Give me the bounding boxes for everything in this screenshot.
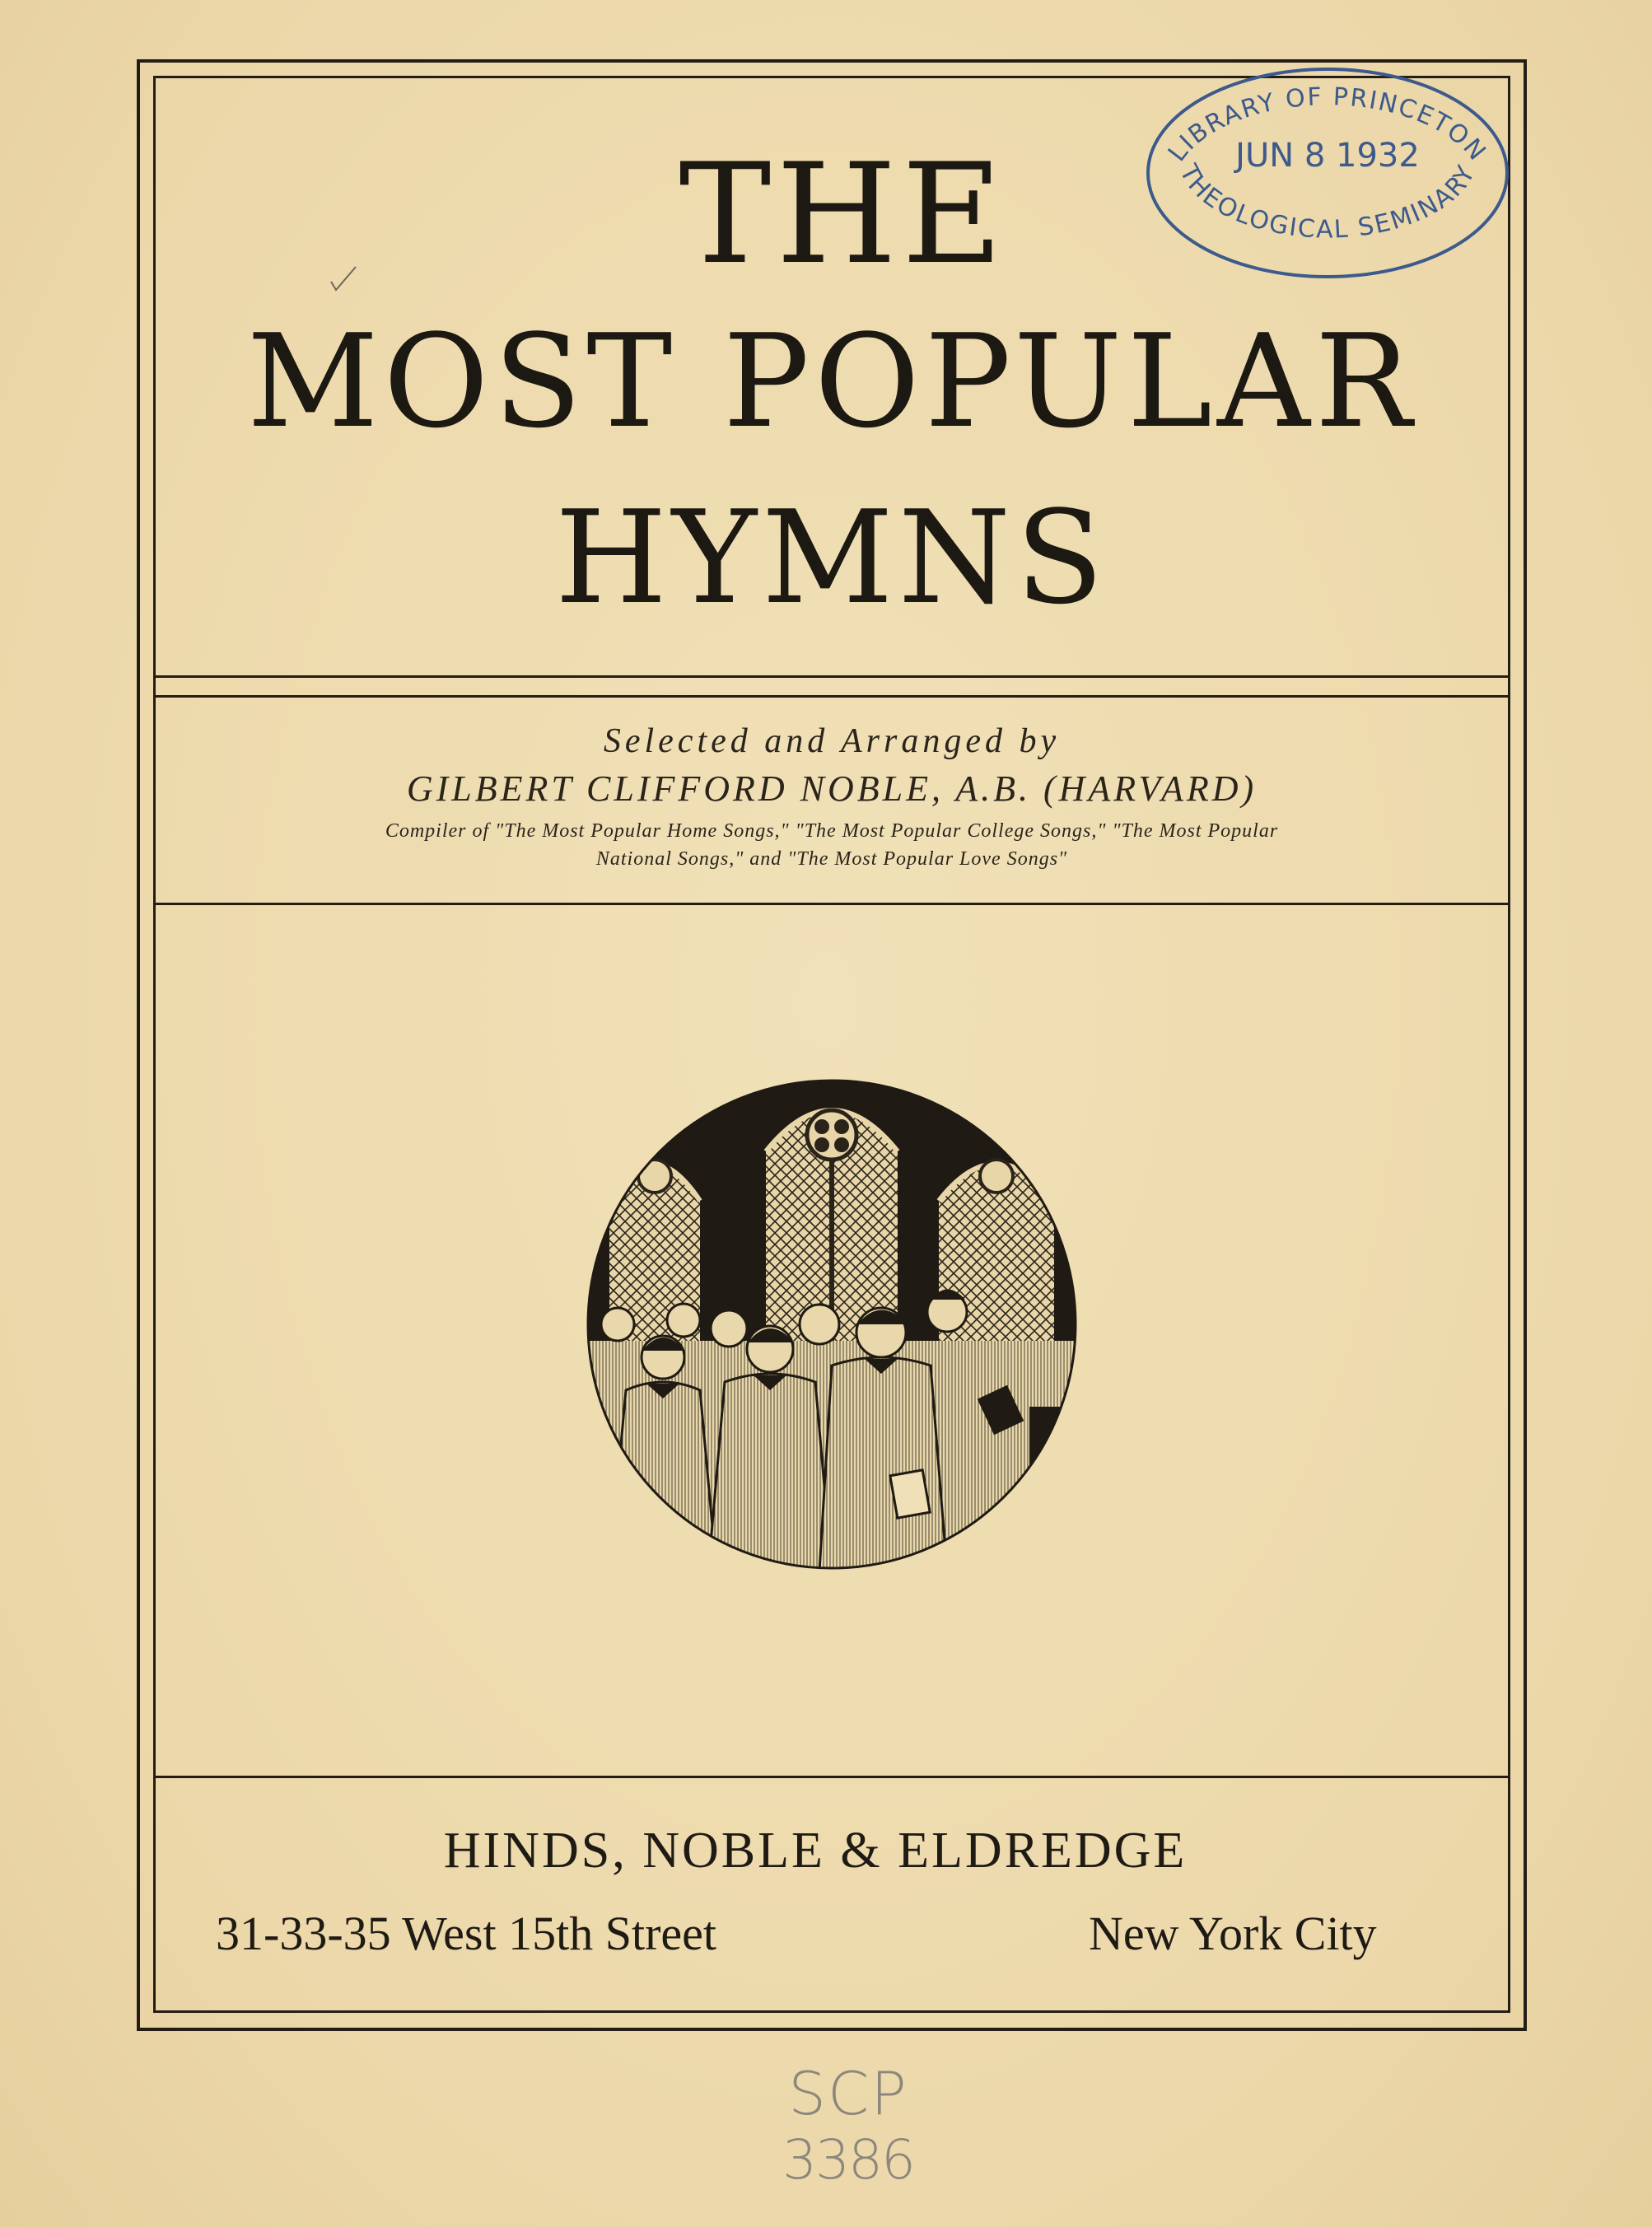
choir-illustration <box>585 1077 1079 1571</box>
publisher-name: HINDS, NOBLE & ELDREDGE <box>443 1823 1188 1879</box>
library-stamp <box>1143 61 1512 285</box>
compiler-name: GILBERT CLIFFORD NOBLE, A.B. (HARVARD) <box>406 768 1258 809</box>
stamp-top-text: LIBRARY OF PRINCETON <box>1162 82 1492 167</box>
compiler-works-line-1: Compiler of "The Most Popular Home Songs," "The Most Popular College Songs," "The Most Popular <box>385 820 1279 842</box>
publisher-address: 31-33-35 West 15th Street <box>216 1907 717 1960</box>
title-line-most-popular: MOST POPULAR <box>246 306 1417 456</box>
shelfmark-number: 3386 <box>782 2128 914 2192</box>
compiler-works-line-2: National Songs," and "The Most Popular Love Songs" <box>595 848 1068 870</box>
stamp-bottom-text: THEOLOGICAL SEMINARY <box>1174 160 1482 245</box>
publisher-city: New York City <box>1089 1907 1377 1960</box>
divider-title-bottom <box>153 695 1510 698</box>
divider-credits <box>153 903 1510 905</box>
title-line-the: THE <box>679 133 1008 295</box>
title-line-hymns: HYMNS <box>554 483 1109 633</box>
divider-title-top <box>153 675 1510 678</box>
shelfmark-letters: SCP <box>788 2059 908 2128</box>
pencil-tick-mark <box>328 264 361 296</box>
divider-illustration <box>153 1776 1510 1778</box>
stamp-date: JUN 8 1932 <box>1235 137 1420 175</box>
pencil-shelfmark <box>741 2059 955 2207</box>
selected-by-line: Selected and Arranged by <box>603 722 1061 760</box>
